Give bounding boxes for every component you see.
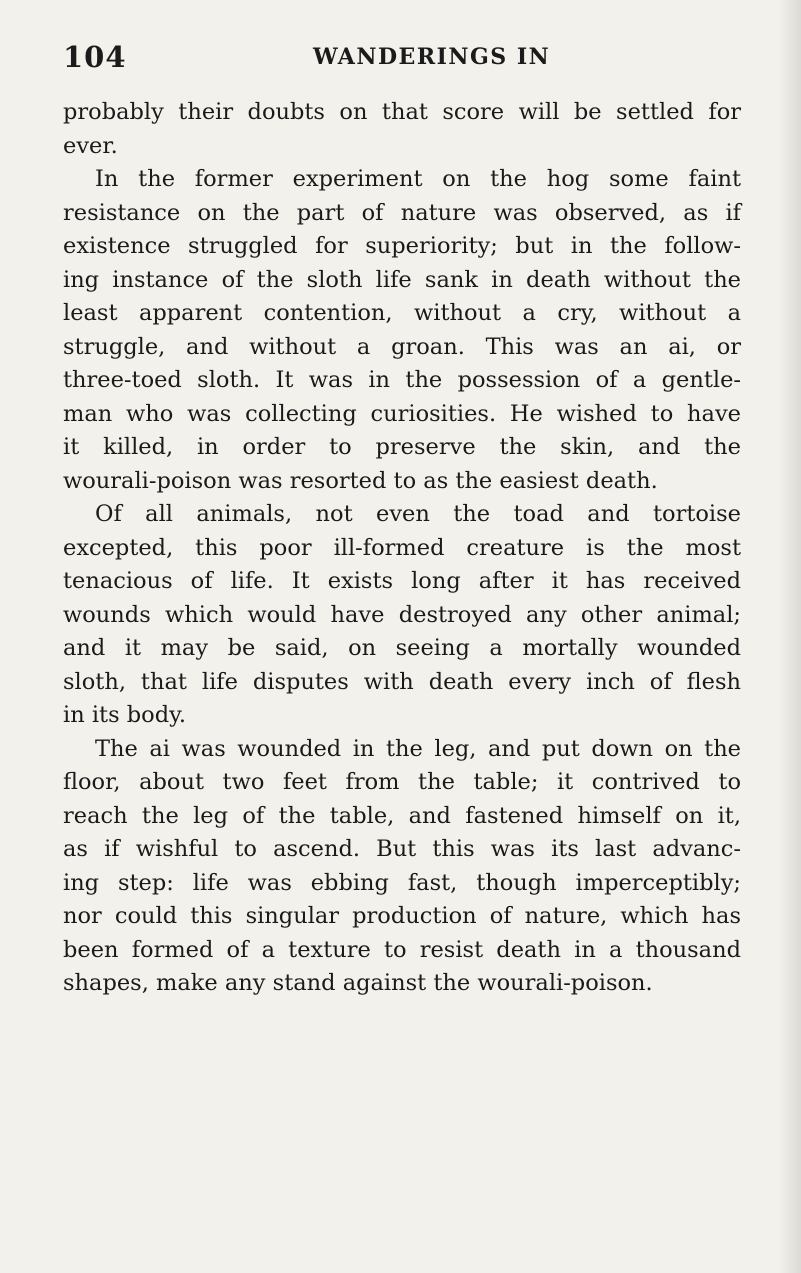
text-line: probably their doubts on that score will be settled for xyxy=(63,99,741,125)
text-line: struggle, and without a groan. This was an ai, or xyxy=(63,333,741,360)
text-line: in its body. xyxy=(63,702,187,728)
running-head: WANDERINGS IN xyxy=(313,44,551,70)
text-line: ing step: life was ebbing fast, though imperceptibly; xyxy=(63,869,741,896)
page-number: 104 xyxy=(63,40,127,74)
text-line: existence struggled for superiority; but in the follow- xyxy=(63,233,741,259)
text-line: excepted, this poor ill-formed creature is the most xyxy=(63,534,741,561)
text-line: nor could this singular production of nature, which has xyxy=(63,903,741,929)
text-line: man who was collecting curiosities. He wished to have xyxy=(63,400,741,427)
body-text xyxy=(63,96,741,1001)
text-line: as if wishful to ascend. But this was its last advanc- xyxy=(63,836,741,862)
text-line: shapes, make any stand against the wourali-poison. xyxy=(63,970,653,996)
paragraph-start-line: Of all animals, not even the toad and tortoise xyxy=(95,501,741,527)
page-header xyxy=(63,40,723,80)
text-line: ever. xyxy=(63,132,118,159)
text-line: it killed, in order to preserve the skin, and the xyxy=(63,434,741,460)
text-line: wounds which would have destroyed any other animal; xyxy=(63,601,741,628)
paragraph-start-line: In the former experiment on the hog some faint xyxy=(95,166,741,192)
text-line: resistance on the part of nature was observed, as if xyxy=(63,199,741,226)
text-line: reach the leg of the table, and fastened himself on it, xyxy=(63,802,741,829)
text-line: been formed of a texture to resist death in a thousand xyxy=(63,936,741,963)
text-line: floor, about two feet from the table; it contrived to xyxy=(63,769,741,795)
text-line: tenacious of life. It exists long after it has received xyxy=(63,568,741,594)
text-line: three-toed sloth. It was in the possession of a gentle- xyxy=(63,367,741,393)
text-line: sloth, that life disputes with death every inch of flesh xyxy=(63,668,741,695)
text-line: and it may be said, on seeing a mortally wounded xyxy=(63,635,741,661)
text-line: wourali-poison was resorted to as the easiest death. xyxy=(63,467,658,494)
text-line: least apparent contention, without a cry, without a xyxy=(63,300,741,326)
page-edge-shadow xyxy=(779,0,801,1273)
paragraph-start-line: The ai was wounded in the leg, and put down on the xyxy=(95,735,741,762)
text-line: ing instance of the sloth life sank in death without the xyxy=(63,266,741,293)
